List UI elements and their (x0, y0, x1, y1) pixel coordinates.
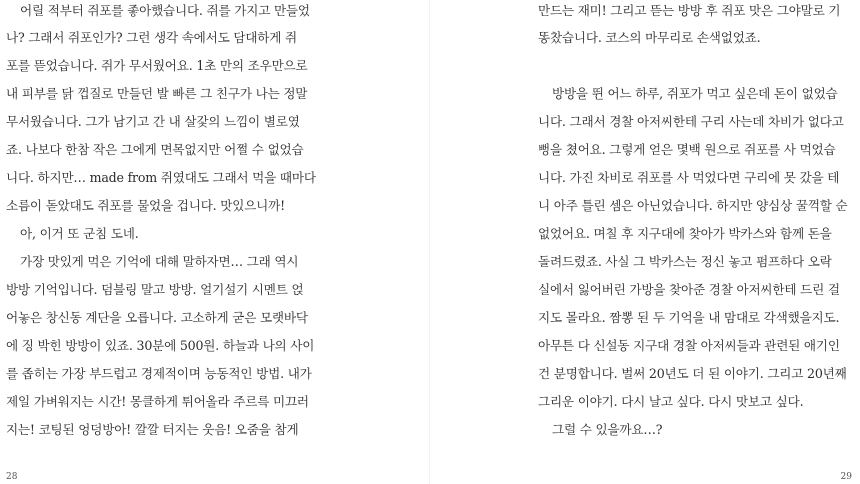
paragraph-line: 지는! 코팅된 엉덩방아! 깔깔 터지는 웃음! 오줌을 참게 (6, 422, 299, 437)
paragraph-line: 에 징 박힌 방방이 있죠. 30분에 500원. 하늘과 나의 사이 (6, 338, 315, 353)
paragraph-line: 똥찼습니다. 코스의 마무리로 손색없었죠. (538, 30, 761, 45)
paragraph-line: 실에서 잃어버린 가방을 찾아준 경찰 아저씨한테 드린 걸 (538, 282, 840, 297)
paragraph-line: 니다. 하지만… made from 쥐였대도 그래서 먹을 때마다 (6, 170, 316, 185)
paragraph-line: 아무튼 다 신설동 지구대 경찰 아저씨들과 관련된 애기인 (538, 338, 840, 353)
paragraph-line: 어릴 적부터 쥐포를 좋아했습니다. 쥐를 가지고 만들었 (20, 3, 310, 18)
paragraph-line: 건 분명합니다. 벌써 20년도 더 된 이야기. 그리고 20년째 (538, 366, 847, 381)
paragraph-line: 가장 맛있게 먹은 기억에 대해 말하자면… 그래 역시 (20, 254, 299, 269)
paragraph-line: 포를 뜯었습니다. 쥐가 무서웠어요. 1초 만의 조우만으로 (6, 58, 308, 73)
paragraph-line: 를 좁히는 가장 부드럽고 경제적이며 능동적인 방법. 내가 (6, 366, 312, 381)
paragraph-line: 소름이 돋았대도 쥐포를 물었을 겁니다. 맛있으니까! (6, 198, 285, 213)
paragraph-line: 만드는 재미! 그리고 뜯는 방방 후 쥐포 맛은 그야말로 기 (538, 3, 841, 18)
page-number: 29 (840, 472, 852, 482)
paragraph-line: 니다. 가진 차비로 쥐포를 사 먹었다면 구리에 못 갔을 테 (538, 170, 840, 185)
paragraph-line: 지도 몰라요. 짬뽕 된 두 기억을 내 맘대로 각색했을지도. (538, 310, 840, 325)
paragraph-line: 아, 이거 또 군침 도네. (20, 226, 139, 241)
paragraph-line: 제일 가벼워지는 시간! 몽클하게 튀어올라 주르륵 미끄러 (6, 394, 309, 409)
paragraph-line: 돌려드렸죠. 사실 그 박카스는 정신 놓고 펌프하다 오락 (538, 254, 832, 269)
paragraph-line: 없었어요. 며칠 후 지구대에 찾아가 박카스와 함께 돈을 (538, 226, 832, 241)
paragraph-line: 무서웠습니다. 그가 남기고 간 내 살갗의 느낌이 별로였 (6, 114, 300, 129)
paragraph-line: 그럴 수 있을까요…? (552, 422, 663, 437)
right-page (430, 0, 860, 484)
paragraph-line: 방방을 뛴 어느 하루, 쥐포가 먹고 싶은데 돈이 없었습 (552, 86, 838, 101)
paragraph-line: 내 피부를 닭 껍질로 만들던 발 빠른 그 친구가 나는 정말 (6, 86, 308, 101)
page-number: 28 (6, 472, 18, 482)
paragraph-line: 죠. 나보다 한참 작은 그에게 면목없지만 어쩔 수 없었습 (6, 142, 304, 157)
paragraph-line: 방방 기억입니다. 덤블링 말고 방방. 얼기설기 시멘트 얹 (6, 282, 304, 297)
paragraph-line: 니 아주 틀린 셈은 아닌었습니다. 하지만 양심상 꿀꺽할 순 (538, 198, 848, 213)
paragraph-line: 나? 그래서 쥐포인가? 그런 생각 속에서도 담대하게 쥐 (6, 30, 298, 45)
paragraph-line: 그리운 이야기. 다시 날고 싶다. 다시 맛보고 싶다. (538, 394, 804, 409)
paragraph-line: 뻥을 쳤어요. 그렇게 얻은 몇백 원으로 쥐포를 사 먹었습 (538, 142, 836, 157)
paragraph-line: 니다. 그래서 경찰 아저씨한테 구리 사는데 차비가 없다고 (538, 114, 844, 129)
paragraph-line: 어놓은 창신동 계단을 오릅니다. 고소하게 굳은 모랫바닥 (6, 310, 308, 325)
